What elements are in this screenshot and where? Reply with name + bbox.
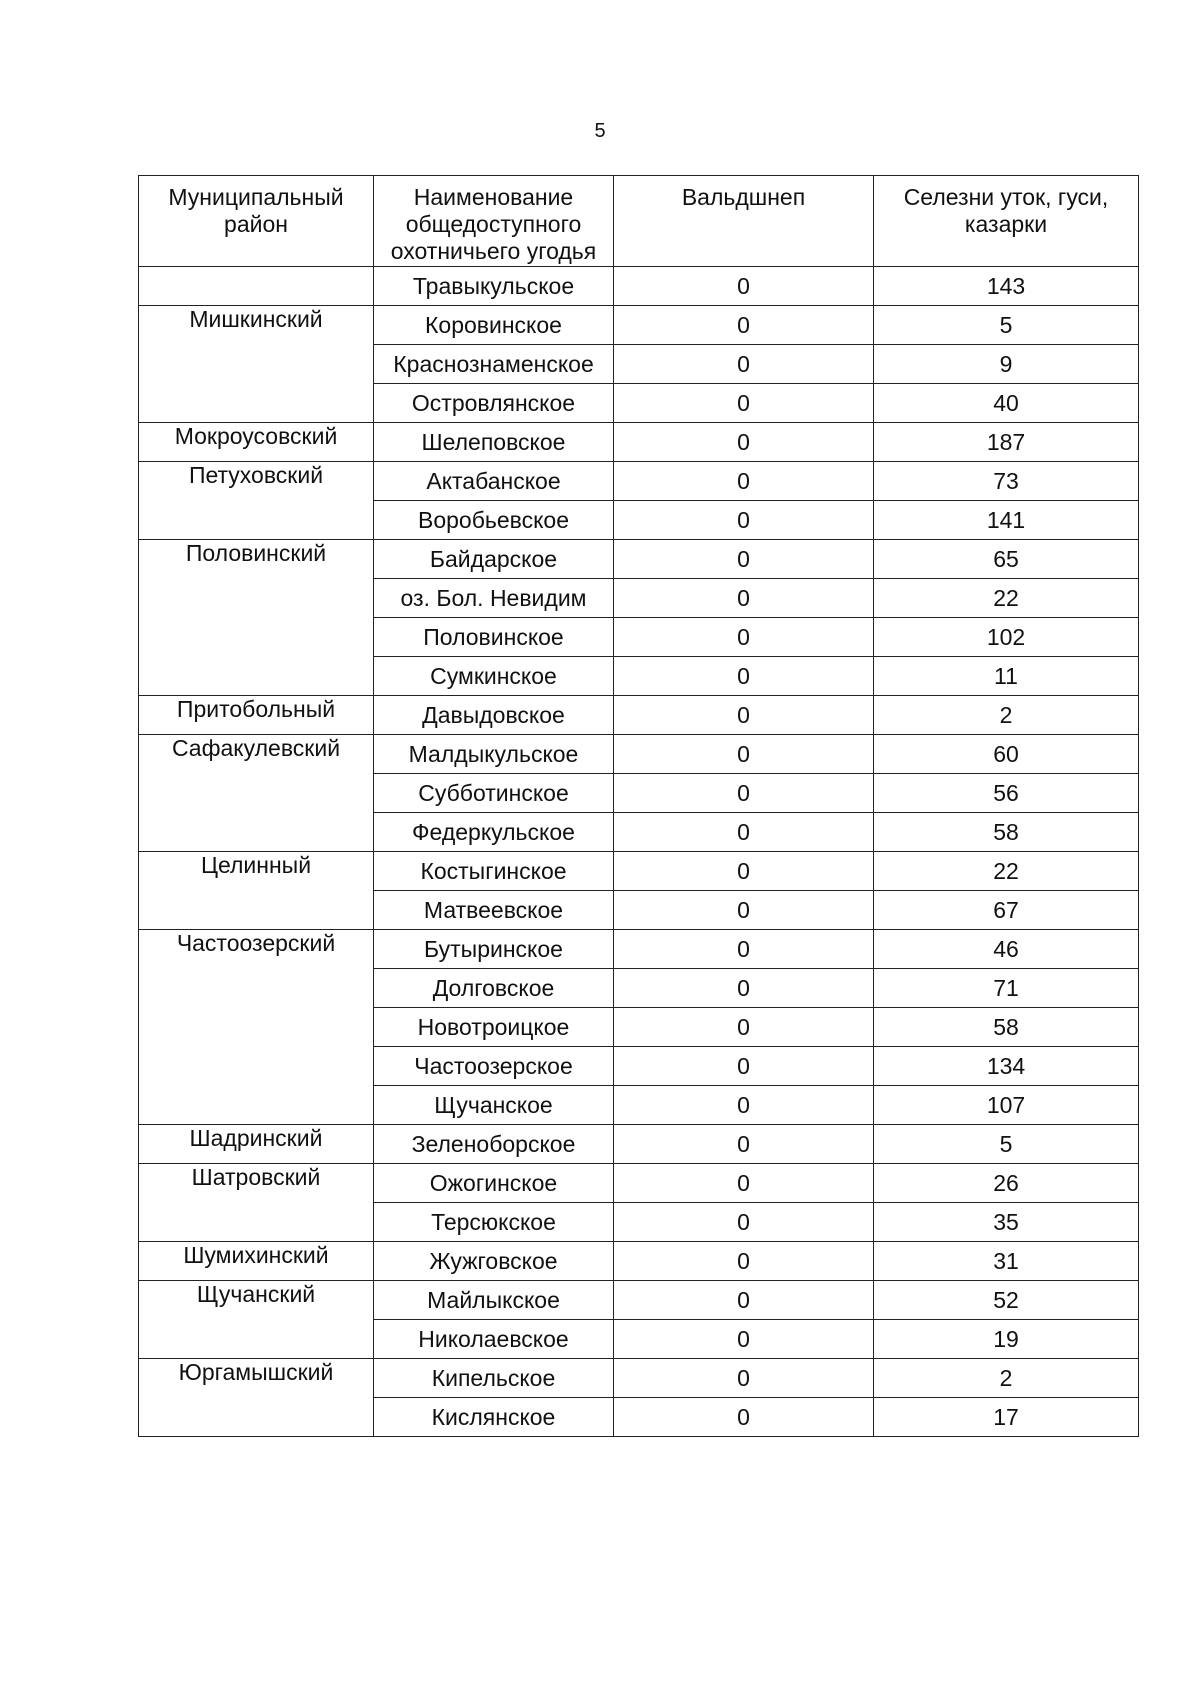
hunting-ground-cell: Байдарское [374, 540, 614, 579]
woodcock-cell: 0 [614, 891, 874, 930]
woodcock-cell: 0 [614, 306, 874, 345]
hunting-grounds-table [138, 175, 1139, 1437]
woodcock-cell: 0 [614, 345, 874, 384]
ducks-geese-cell: 73 [874, 462, 1139, 501]
district-cell: Щучанский [139, 1281, 374, 1359]
ducks-geese-cell: 46 [874, 930, 1139, 969]
district-cell: Целинный [139, 852, 374, 930]
hunting-ground-cell: Николаевское [374, 1320, 614, 1359]
woodcock-cell: 0 [614, 930, 874, 969]
hunting-ground-cell: Частоозерское [374, 1047, 614, 1086]
woodcock-cell: 0 [614, 696, 874, 735]
hunting-ground-cell: Федеркульское [374, 813, 614, 852]
district-cell: Шумихинский [139, 1242, 374, 1281]
ducks-geese-cell: 141 [874, 501, 1139, 540]
hunting-ground-cell: Островлянское [374, 384, 614, 423]
table-row [139, 735, 1139, 774]
district-cell: Петуховский [139, 462, 374, 540]
ducks-geese-cell: 58 [874, 813, 1139, 852]
table-row [139, 540, 1139, 579]
woodcock-cell: 0 [614, 462, 874, 501]
hunting-ground-cell: Терсюкское [374, 1203, 614, 1242]
ducks-geese-cell: 9 [874, 345, 1139, 384]
hunting-ground-cell: Коровинское [374, 306, 614, 345]
table-row [139, 1242, 1139, 1281]
woodcock-cell: 0 [614, 774, 874, 813]
hunting-ground-cell: Травыкульское [374, 267, 614, 306]
ducks-geese-cell: 56 [874, 774, 1139, 813]
hunting-ground-cell: оз. Бол. Невидим [374, 579, 614, 618]
district-cell: Юргамышский [139, 1359, 374, 1437]
hunting-ground-cell: Шелеповское [374, 423, 614, 462]
woodcock-cell: 0 [614, 1008, 874, 1047]
hunting-ground-cell: Матвеевское [374, 891, 614, 930]
hunting-ground-cell: Актабанское [374, 462, 614, 501]
ducks-geese-cell: 35 [874, 1203, 1139, 1242]
woodcock-cell: 0 [614, 657, 874, 696]
woodcock-cell: 0 [614, 1398, 874, 1437]
ducks-geese-cell: 67 [874, 891, 1139, 930]
hunting-ground-cell: Щучанское [374, 1086, 614, 1125]
woodcock-cell: 0 [614, 813, 874, 852]
woodcock-cell: 0 [614, 1203, 874, 1242]
table-row [139, 423, 1139, 462]
ducks-geese-cell: 22 [874, 579, 1139, 618]
woodcock-cell: 0 [614, 1047, 874, 1086]
hunting-ground-cell: Долговское [374, 969, 614, 1008]
header-woodcock: Вальдшнеп [614, 176, 874, 267]
woodcock-cell: 0 [614, 1359, 874, 1398]
district-cell: Сафакулевский [139, 735, 374, 852]
table-row [139, 306, 1139, 345]
woodcock-cell: 0 [614, 1320, 874, 1359]
ducks-geese-cell: 65 [874, 540, 1139, 579]
hunting-ground-cell: Жужговское [374, 1242, 614, 1281]
table-row [139, 1281, 1139, 1320]
hunting-ground-cell: Майлыкское [374, 1281, 614, 1320]
hunting-ground-cell: Кипельское [374, 1359, 614, 1398]
woodcock-cell: 0 [614, 1125, 874, 1164]
hunting-ground-cell: Половинское [374, 618, 614, 657]
woodcock-cell: 0 [614, 267, 874, 306]
ducks-geese-cell: 143 [874, 267, 1139, 306]
ducks-geese-cell: 58 [874, 1008, 1139, 1047]
district-cell: Шадринский [139, 1125, 374, 1164]
table-row [139, 852, 1139, 891]
hunting-ground-cell: Ожогинское [374, 1164, 614, 1203]
ducks-geese-cell: 26 [874, 1164, 1139, 1203]
district-cell: Мокроусовский [139, 423, 374, 462]
ducks-geese-cell: 22 [874, 852, 1139, 891]
ducks-geese-cell: 19 [874, 1320, 1139, 1359]
woodcock-cell: 0 [614, 1242, 874, 1281]
ducks-geese-cell: 134 [874, 1047, 1139, 1086]
ducks-geese-cell: 31 [874, 1242, 1139, 1281]
page-number: 5 [594, 120, 606, 142]
hunting-ground-cell: Давыдовское [374, 696, 614, 735]
table-row [139, 1359, 1139, 1398]
ducks-geese-cell: 52 [874, 1281, 1139, 1320]
woodcock-cell: 0 [614, 1281, 874, 1320]
woodcock-cell: 0 [614, 852, 874, 891]
hunting-ground-cell: Малдыкульское [374, 735, 614, 774]
woodcock-cell: 0 [614, 735, 874, 774]
table-header-row [139, 176, 1139, 267]
table-row [139, 1125, 1139, 1164]
district-cell: Шатровский [139, 1164, 374, 1242]
hunting-ground-cell: Субботинское [374, 774, 614, 813]
woodcock-cell: 0 [614, 1164, 874, 1203]
hunting-ground-cell: Кислянское [374, 1398, 614, 1437]
district-cell [139, 267, 374, 306]
ducks-geese-cell: 40 [874, 384, 1139, 423]
table-row [139, 696, 1139, 735]
ducks-geese-cell: 2 [874, 1359, 1139, 1398]
ducks-geese-cell: 5 [874, 306, 1139, 345]
district-cell: Притобольный [139, 696, 374, 735]
woodcock-cell: 0 [614, 618, 874, 657]
table-row [139, 267, 1139, 306]
ducks-geese-cell: 60 [874, 735, 1139, 774]
header-ducks-geese: Селезни уток, гуси, казарки [874, 176, 1139, 267]
ducks-geese-cell: 187 [874, 423, 1139, 462]
district-cell: Мишкинский [139, 306, 374, 423]
header-district: Муниципальный район [139, 176, 374, 267]
hunting-ground-cell: Зеленоборское [374, 1125, 614, 1164]
woodcock-cell: 0 [614, 579, 874, 618]
hunting-ground-cell: Новотроицкое [374, 1008, 614, 1047]
ducks-geese-cell: 17 [874, 1398, 1139, 1437]
table-row [139, 930, 1139, 969]
woodcock-cell: 0 [614, 423, 874, 462]
woodcock-cell: 0 [614, 384, 874, 423]
header-hunting-ground: Наименование общедоступного охотничьего угодья [374, 176, 614, 267]
district-cell: Частоозерский [139, 930, 374, 1125]
woodcock-cell: 0 [614, 540, 874, 579]
table-body [139, 267, 1139, 1437]
hunting-ground-cell: Сумкинское [374, 657, 614, 696]
table-row [139, 1164, 1139, 1203]
district-cell: Половинский [139, 540, 374, 696]
hunting-ground-cell: Краснознаменское [374, 345, 614, 384]
ducks-geese-cell: 102 [874, 618, 1139, 657]
ducks-geese-cell: 2 [874, 696, 1139, 735]
woodcock-cell: 0 [614, 1086, 874, 1125]
hunting-ground-cell: Воробьевское [374, 501, 614, 540]
woodcock-cell: 0 [614, 501, 874, 540]
ducks-geese-cell: 71 [874, 969, 1139, 1008]
ducks-geese-cell: 5 [874, 1125, 1139, 1164]
ducks-geese-cell: 11 [874, 657, 1139, 696]
hunting-ground-cell: Костыгинское [374, 852, 614, 891]
table-row [139, 462, 1139, 501]
hunting-ground-cell: Бутыринское [374, 930, 614, 969]
woodcock-cell: 0 [614, 969, 874, 1008]
ducks-geese-cell: 107 [874, 1086, 1139, 1125]
